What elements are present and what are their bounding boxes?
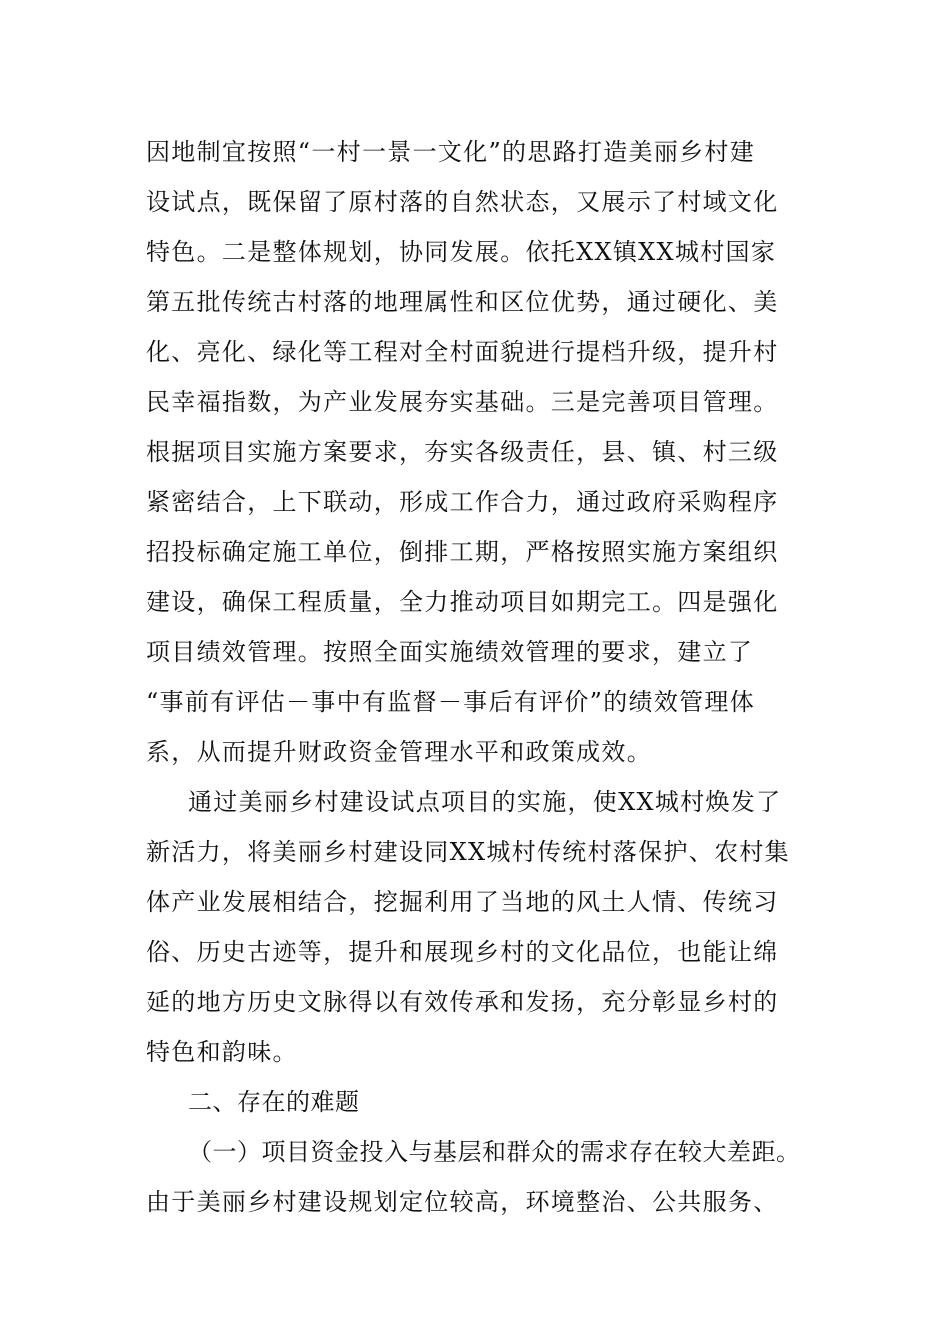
text-line: 因地制宜按照“一村一景一文化”的思路打造美丽乡村建	[146, 138, 756, 166]
text-line: 延的地方历史文脉得以有效传承和发扬，充分彰显乡村的	[146, 988, 779, 1016]
text-line: 由于美丽乡村建设规划定位较高，环境整治、公共服务、	[146, 1188, 779, 1216]
text-line: 紧密结合，上下联动，形成工作合力，通过政府采购程序	[146, 488, 779, 516]
document-body	[146, 127, 811, 1227]
text-line: 根据项目实施方案要求，夯实各级责任，县、镇、村三级	[146, 438, 779, 466]
text-line: “事前有评估－事中有监督－事后有评价”的绩效管理体	[146, 688, 756, 716]
text-line: 招投标确定施工单位，倒排工期，严格按照实施方案组织	[146, 538, 779, 566]
text-line: 民幸福指数，为产业发展夯实基础。三是完善项目管理。	[146, 388, 779, 416]
section-heading	[146, 1077, 811, 1127]
text-line: （一）项目资金投入与基层和群众的需求存在较大差距。	[188, 1138, 801, 1166]
text-line: 建设，确保工程质量，全力推动项目如期完工。四是强化	[146, 588, 779, 616]
paragraph	[146, 777, 811, 1077]
section-heading	[146, 1127, 811, 1177]
text-line: 体产业发展相结合，挖掘利用了当地的风土人情、传统习	[146, 888, 779, 916]
text-line: 二、存在的难题	[188, 1088, 360, 1116]
text-line: 通过美丽乡村建设试点项目的实施，使XX城村焕发了	[188, 788, 782, 816]
text-line: 设试点，既保留了原村落的自然状态，又展示了村域文化	[146, 188, 779, 216]
text-line: 项目绩效管理。按照全面实施绩效管理的要求，建立了	[146, 638, 754, 666]
paragraph	[146, 1177, 811, 1227]
text-line: 系，从而提升财政资金管理水平和政策成效。	[146, 738, 652, 766]
text-line: 第五批传统古村落的地理属性和区位优势，通过硬化、美	[146, 288, 779, 316]
text-line: 特色。二是整体规划，协同发展。依托XX镇XX城村国家	[146, 238, 777, 266]
text-line: 新活力，将美丽乡村建设同XX城村传统村落保护、农村集	[146, 838, 790, 866]
paragraph	[146, 127, 811, 777]
text-line: 化、亮化、绿化等工程对全村面貌进行提档升级，提升村	[146, 338, 779, 366]
text-line: 俗、历史古迹等，提升和展现乡村的文化品位，也能让绵	[146, 938, 779, 966]
text-line: 特色和韵味。	[146, 1038, 298, 1066]
